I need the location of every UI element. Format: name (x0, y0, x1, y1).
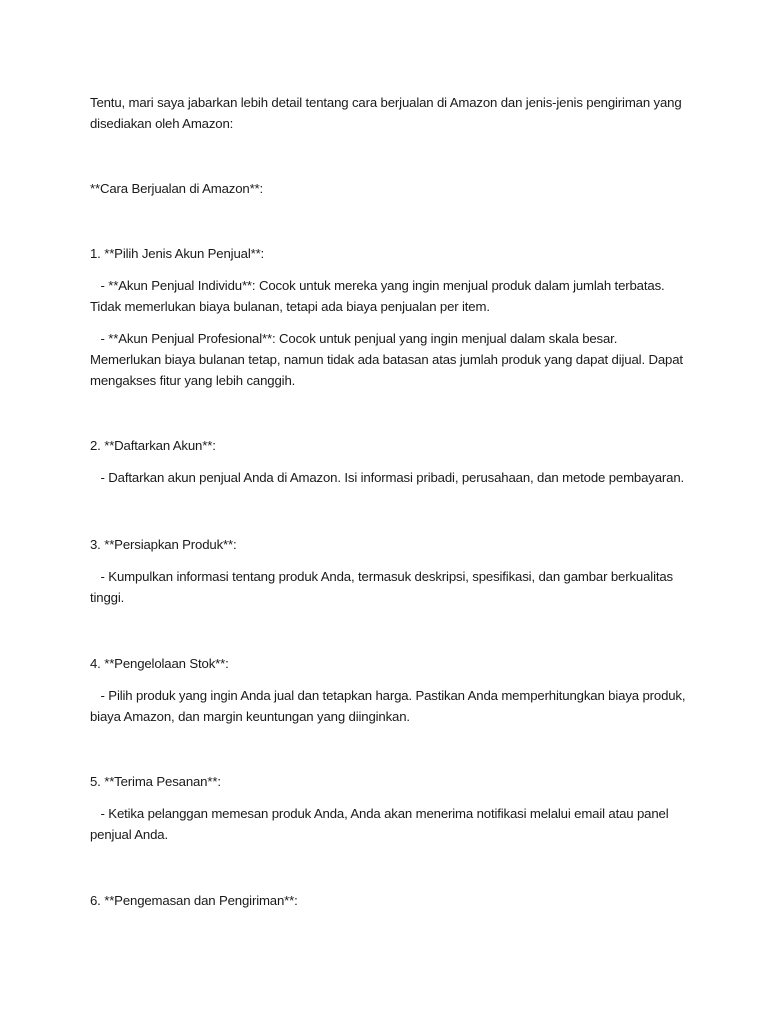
step-3-item: - Kumpulkan informasi tentang produk Anda, termasuk deskripsi, spesifikasi, dan gambar berkualitas tinggi. (90, 569, 677, 605)
step-1-item-individual: - **Akun Penjual Individu**: Cocok untuk mereka yang ingin menjual produk dalam jumlah terbatas. Tidak memerlukan biaya bulanan, tetapi ada biaya penjualan per item. (90, 278, 668, 314)
step-4-item: - Pilih produk yang ingin Anda jual dan tetapkan harga. Pastikan Anda memperhitungkan biaya produk, biaya Amazon, dan margin keuntungan yang diinginkan. (90, 688, 689, 724)
step-1-title: 1. **Pilih Jenis Akun Penjual**: (90, 246, 265, 261)
step-3-title: 3. **Persiapkan Produk**: (90, 537, 237, 552)
step-5-title: 5. **Terima Pesanan**: (90, 774, 221, 789)
step-2-item: - Daftarkan akun penjual Anda di Amazon. Isi informasi pribadi, perusahaan, dan metode pembayaran. (90, 470, 685, 485)
step-2-title: 2. **Daftarkan Akun**: (90, 438, 216, 453)
section-heading: **Cara Berjualan di Amazon**: (90, 181, 264, 196)
step-6-title: 6. **Pengemasan dan Pengiriman**: (90, 893, 298, 908)
step-1-item-professional: - **Akun Penjual Profesional**: Cocok untuk penjual yang ingin menjual dalam skala besar. Memerlukan biaya bulanan tetap, namun tidak ada batasan atas jumlah produk yang dapat dijual. Dapat mengakses fitur yang lebih canggih. (90, 331, 687, 388)
intro-paragraph: Tentu, mari saya jabarkan lebih detail tentang cara berjualan di Amazon dan jenis-jenis pengiriman yang disediakan oleh Amazon: (90, 95, 686, 131)
step-4-title: 4. **Pengelolaan Stok**: (90, 656, 229, 671)
step-5-item: - Ketika pelanggan memesan produk Anda, Anda akan menerima notifikasi melalui email atau panel penjual Anda. (90, 806, 673, 842)
